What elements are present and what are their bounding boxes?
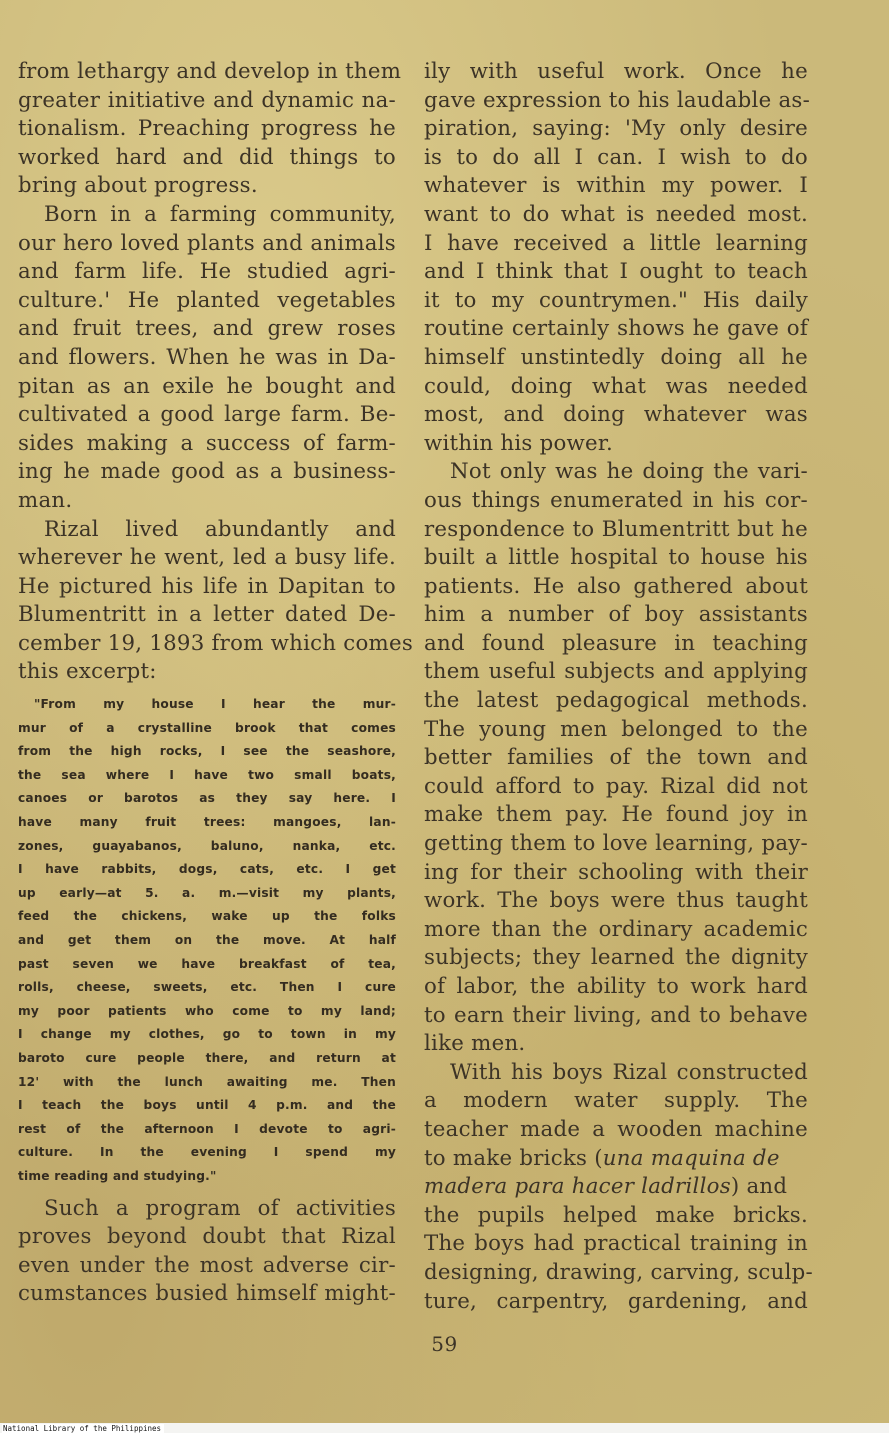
text-line: cember 19, 1893 from which comes <box>18 630 414 656</box>
text-line: and I think that I ought to teach <box>424 259 808 285</box>
quote-line: 12' with the lunch awaiting me. Then <box>18 1074 396 1089</box>
text-line: the latest pedagogical methods. <box>424 688 808 714</box>
text-line: routine certainly shows he gave of <box>424 316 808 342</box>
text-line: the pupils helped make bricks. <box>424 1202 808 1228</box>
text-line: whatever is within my power. I <box>424 173 808 199</box>
text-line: designing, drawing, carving, sculp- <box>424 1259 813 1285</box>
text-line: greater initiative and dynamic na- <box>18 87 396 113</box>
paragraph-start: Not only was he doing the vari- <box>450 459 808 485</box>
text-line: himself unstintedly doing all he <box>424 344 808 370</box>
text-line: respondence to Blumentritt but he <box>424 516 808 542</box>
spanish-phrase: una maquina de <box>602 1145 780 1171</box>
text-line: subjects; they learned the dignity <box>424 945 808 971</box>
text-line <box>424 1145 808 1174</box>
text-line: work. The boys were thus taught <box>424 888 808 914</box>
text-line: ture, carpentry, gardening, and <box>424 1288 808 1314</box>
text-line: like men. <box>424 1031 526 1057</box>
quote-line: I change my clothes, go to town in my <box>18 1027 396 1042</box>
text-fragment: ) and <box>730 1174 788 1200</box>
text-line: make them pay. He found joy in <box>424 802 808 828</box>
text-line: ily with useful work. Once he <box>424 59 808 84</box>
text-line: ous things enumerated in his cor- <box>424 487 808 513</box>
quote-line: I have rabbits, dogs, cats, etc. I get <box>18 862 396 877</box>
quote-line: baroto cure people there, and return at <box>18 1050 396 1065</box>
text-line: want to do what is needed most. <box>424 201 808 227</box>
text-line: built a little hospital to house his <box>424 545 808 571</box>
text-line: Blumentritt in a letter dated De- <box>18 602 396 628</box>
paragraph-program <box>18 1195 396 1309</box>
paragraph-start: Born in a farming community, <box>44 201 396 227</box>
text-line: could, doing what was needed <box>424 373 808 399</box>
text-line: The young men belonged to the <box>424 716 808 742</box>
text-line: The boys had practical training in <box>424 1231 808 1257</box>
text-line: of labor, the ability to work hard <box>424 974 808 999</box>
text-line: most, and doing whatever was <box>424 402 808 428</box>
right-column <box>424 58 813 1316</box>
text-line: He pictured his life in Dapitan to <box>18 573 396 599</box>
left-column <box>18 58 414 1309</box>
text-line: proves beyond doubt that Rizal <box>18 1224 396 1250</box>
text-line: and flowers. When he was in Da- <box>18 344 396 370</box>
quote-line: rolls, cheese, sweets, etc. Then I cure <box>18 980 396 995</box>
quote-line: time reading and studying." <box>18 1168 217 1183</box>
text-line: bring about progress. <box>18 173 258 199</box>
text-line: sides making a success of farm- <box>18 430 396 456</box>
text-line: to earn their living, and to behave <box>424 1002 808 1028</box>
text-line: from lethargy and develop in them <box>18 59 402 84</box>
text-line: culture.' He planted vegetables <box>18 287 396 313</box>
text-line: our hero loved plants and animals <box>18 230 396 256</box>
text-line: I have received a little learning <box>424 230 808 256</box>
text-line: getting them to love learning, pay- <box>424 831 808 857</box>
quote-line: I teach the boys until 4 p.m. and the <box>18 1098 396 1113</box>
quote-line: have many fruit trees: mangoes, lan- <box>18 815 396 830</box>
quote-line: "From my house I hear the mur- <box>34 697 396 712</box>
text-line: could afford to pay. Rizal did not <box>424 773 808 799</box>
text-line: ing for their schooling with their <box>424 859 808 885</box>
text-line <box>424 1173 808 1202</box>
text-line: cumstances busied himself might- <box>18 1281 396 1307</box>
quote-line: canoes or barotos as they say here. I <box>18 791 396 806</box>
quote-line: up early—at 5. a. m.—visit my plants, <box>18 885 396 900</box>
quote-line: feed the chickens, wake up the folks <box>18 909 396 924</box>
text-line: a modern water supply. The <box>424 1088 808 1114</box>
quote-line: the sea where I have two small boats, <box>18 767 396 782</box>
text-line: patients. He also gathered about <box>424 573 808 599</box>
text-line: even under the most adverse cir- <box>18 1252 396 1278</box>
text-line: teacher made a wooden machine <box>424 1116 808 1142</box>
text-line: him a number of boy assistants <box>424 602 808 628</box>
text-line: it to my countrymen." His daily <box>424 287 808 313</box>
text-line: ing he made good as a business- <box>18 459 396 485</box>
library-watermark: National Library of the Philippines <box>2 1424 164 1433</box>
text-line: tionalism. Preaching progress he <box>18 116 396 142</box>
quote-line: and get them on the move. At half <box>18 933 396 947</box>
paragraph-start: Such a program of activities <box>44 1195 396 1221</box>
text-line: is to do all I can. I wish to do <box>424 144 808 170</box>
text-line: better families of the town and <box>424 745 808 771</box>
text-line: them useful subjects and applying <box>424 659 808 685</box>
paragraph-start: With his boys Rizal constructed <box>450 1059 808 1085</box>
text-line: more than the ordinary academic <box>424 916 808 942</box>
text-line: within his power. <box>424 430 613 456</box>
text-line: worked hard and did things to <box>18 144 396 170</box>
quote-line: rest of the afternoon I devote to agri- <box>18 1121 396 1136</box>
quote-line: zones, guayabanos, baluno, nanka, etc. <box>18 838 396 853</box>
spanish-phrase: madera para hacer ladrillos <box>424 1174 731 1200</box>
quote-line: from the high rocks, I see the seashore, <box>18 744 396 759</box>
text-line: man. <box>18 487 73 513</box>
text-line: cultivated a good large farm. Be- <box>18 402 396 428</box>
quote-line: culture. In the evening I spend my <box>18 1145 396 1160</box>
letter-excerpt-quote <box>18 693 396 1188</box>
quote-line: my poor patients who come to my land; <box>18 1003 396 1018</box>
text-line: this excerpt: <box>18 659 157 685</box>
text-line: wherever he went, led a busy life. <box>18 545 396 571</box>
text-line: piration, saying: 'My only desire <box>424 116 808 142</box>
quote-line: mur of a crystalline brook that comes <box>18 720 396 735</box>
text-line: gave expression to his laudable as- <box>424 87 811 113</box>
text-line: and fruit trees, and grew roses <box>18 316 396 342</box>
page-number: 59 <box>431 1332 458 1356</box>
text-line: pitan as an exile he bought and <box>18 373 396 399</box>
paragraph-start: Rizal lived abundantly and <box>44 516 396 542</box>
text-line: and found pleasure in teaching <box>424 630 808 656</box>
text-fragment: to make bricks ( <box>424 1145 603 1171</box>
quote-line: past seven we have breakfast of tea, <box>18 956 396 971</box>
text-line: and farm life. He studied agri- <box>18 259 396 285</box>
